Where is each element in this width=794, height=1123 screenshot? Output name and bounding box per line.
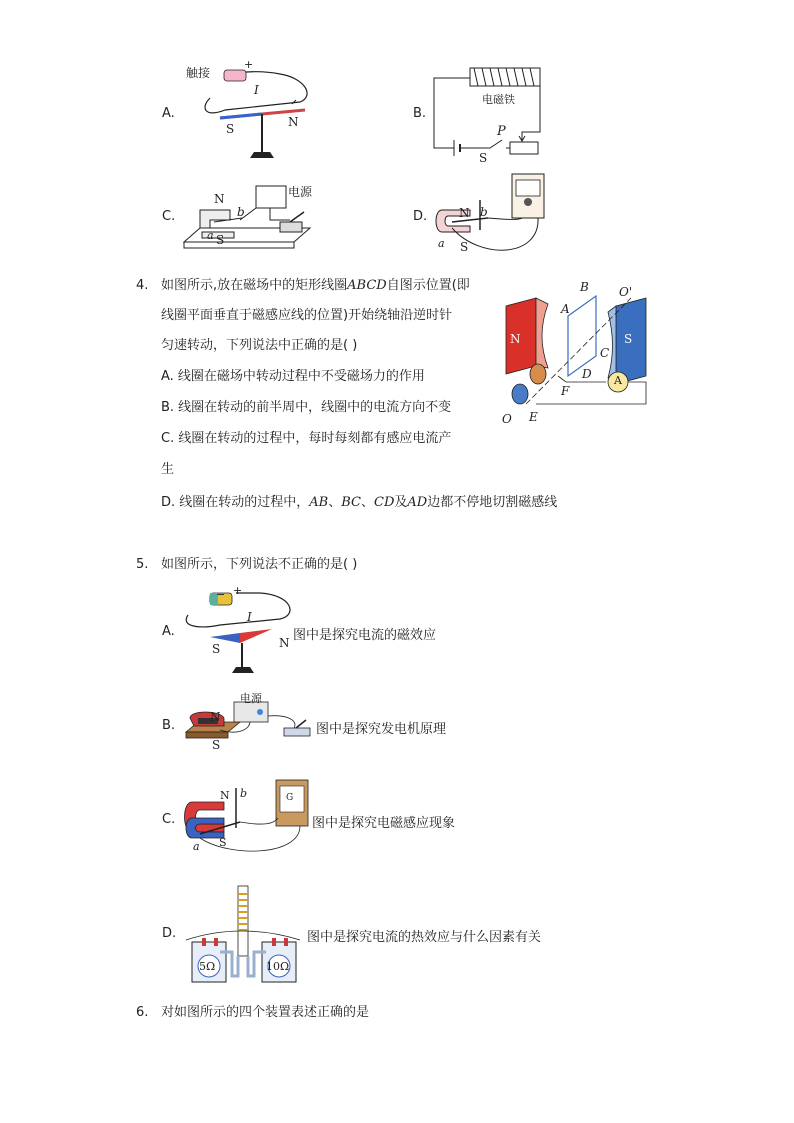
option-d-text: 图中是探究电流的热效应与什么因素有关 [307,930,542,945]
b-label: b [237,205,245,219]
separator: 、 [361,495,375,510]
a-label: a [207,229,214,242]
south-label: S [219,836,227,849]
coil-a-label: A [561,302,570,316]
induction-galvanometer-figure [430,170,555,260]
option-text: 及 [394,495,408,510]
math-cd: CD [374,495,395,510]
option-letter: C. [162,812,176,827]
question-stem: 如图所示，下列说法不正确的是( ) [161,557,358,572]
axis-o-label: O [502,412,512,426]
separator: 、 [328,495,342,510]
north-label: N [220,789,230,802]
south-label: S [212,642,221,656]
b-label: b [240,787,248,800]
generator-figure [496,276,661,426]
option-b-text: 图中是探究发电机原理 [316,722,447,737]
option-letter: A. [162,624,175,639]
b-label: b [480,205,488,219]
slider-p-label: P [497,124,506,139]
north-label: N [279,636,290,650]
question-stem-line3: 匀速转动，下列说法中正确的是( ) [161,338,358,353]
option-text: D. 线圈在转动的过程中， [161,495,310,510]
option-letter: B. [162,718,176,733]
question-number: 6. [136,1005,149,1020]
math-abcd: ABCD [347,278,387,293]
power-label: 电源 [288,185,313,199]
south-label: S [226,122,235,136]
option-a-text: 图中是探究电流的磁效应 [293,628,437,643]
math-ad: AD [407,495,428,510]
north-label: N [288,115,299,129]
coil-b-label: B [580,280,589,294]
brush-f-label: F [561,384,570,398]
current-label: I [247,610,252,624]
galvanometer-label: G [286,793,294,803]
math-ab: AB [309,495,329,510]
ammeter-label: A [614,374,622,387]
a-label: a [193,840,200,853]
north-label: N [214,192,225,206]
south-label: S [212,738,221,752]
joule-heating-figure [182,880,307,990]
south-label: S [460,240,469,254]
magnet-n-label: N [510,332,521,346]
option-c-text: 图中是探究电磁感应现象 [312,816,456,831]
question-stem: 对如图所示的四个装置表述正确的是 [161,1005,370,1020]
brush-e-label: E [529,410,538,424]
option-c-line1: C. 线圈在转动的过程中，每时每刻都有感应电流产 [161,431,452,446]
option-c-line2: 生 [161,462,175,477]
question-number: 4. [136,278,149,293]
oersted-experiment-figure [180,585,300,677]
option-text: 边都不停地切割磁感线 [427,495,558,510]
a-label: a [438,237,445,250]
coil-c-label: C [600,346,610,360]
minus-sign: − [216,588,226,601]
question-stem-line1 [161,271,470,301]
option-d [161,488,557,518]
magnet-s-label: S [624,332,633,346]
resistor-5-label: 5Ω [199,960,216,973]
plus-sign: + [233,584,243,597]
option-letter: D. [162,926,177,941]
power-label: 电源 [240,692,262,705]
touch-label: 触接 [186,66,211,80]
option-letter: D. [413,209,428,224]
electromagnet-circuit-figure [430,60,550,165]
current-label: I [254,83,259,97]
option-a: A. 线圈在磁场中转动过程中不受磁场力的作用 [161,369,425,384]
option-b: B. 线圈在转动的前半周中，线圈中的电流方向不变 [161,400,452,415]
coil-d-label: D [582,367,592,381]
plus-sign: + [244,58,254,71]
option-letter: C. [162,209,176,224]
stem-text: 如图所示,放在磁场中的矩形线圈 [161,278,348,293]
option-letter: A. [162,106,175,121]
electromagnet-label: 电磁铁 [482,93,515,106]
math-bc: BC [341,495,361,510]
south-label: S [216,233,225,247]
axis-o-prime-label: O' [619,285,633,299]
switch-s-label: S [479,151,488,165]
question-stem-line2: 线圈平面垂直于磁感应线的位置)开始绕轴沿逆时针 [161,308,453,323]
resistor-10-label: 10Ω [266,960,290,973]
question-number: 5. [136,557,149,572]
north-label: N [459,206,470,220]
stem-text: 自图示位置(即 [386,278,470,293]
north-label: N [210,710,221,724]
option-letter: B. [413,106,427,121]
